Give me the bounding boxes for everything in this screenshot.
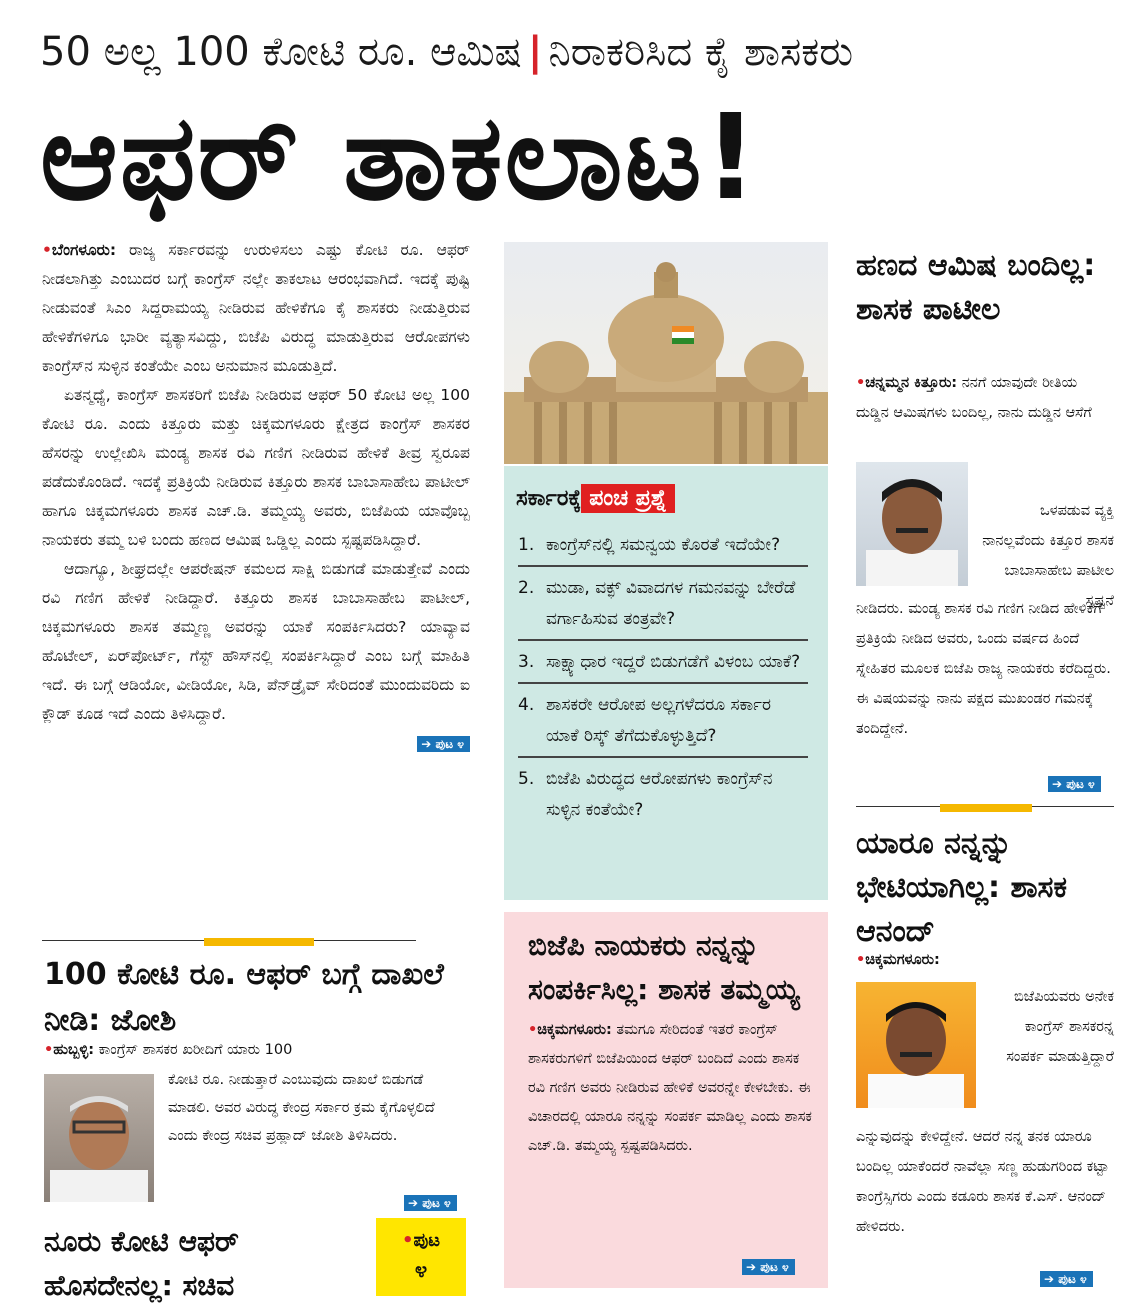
main-story-para1-text: ರಾಜ್ಯ ಸರ್ಕಾರವನ್ನು ಉರುಳಿಸಲು ಎಷ್ಟು ಕೋಟಿ ರೂ. ಆಫರ್ ನೀಡಲಾಗಿತ್ತು ಎಂಬುದರ ಬಗ್ಗೆ ಕಾಂಗ್ರೆಸ್ ನಲ್ಲೇ ತಾಕಲಾಟ ಆರಂಭವಾಗಿದೆ. ಇದಕ್ಕೆ ಪುಷ್ಟಿ ನೀಡುವಂತೆ ಸಿಎಂ ಸಿದ್ದರಾಮಯ್ಯ ನೀಡಿರುವ ಹೇಳಿಕೆಗೂ ಕೈ ಶಾಸಕರು ನೀಡುತ್ತಿರುವ ಹೇಳಿಕೆಗಳಿಗೂ ಭಾರೀ ವ್ಯತ್ಯಾಸವಿದ್ದು, ಬಿಜೆಪಿ ವಿರುದ್ಧ ಮಾಡುತ್ತಿರುವ ಆರೋಪಗಳು ಕಾಂಗ್ರೆಸ್‌ನ ಸುಳ್ಳಿನ ಕಂತೆಯೇ ಎಂಬ ಅನುಮಾನ ಮೂಡುತ್ತಿದೆ. [42,241,470,375]
patil-place: ಚನ್ನಮ್ಮನ ಕಿತ್ತೂರು: [865,375,958,391]
continue-page-link[interactable]: ➔ ಪುಟ ೪ [1048,776,1101,792]
page-reference-label [376,1218,466,1256]
tammayya-box [504,912,828,1288]
tammayya-heading: ಬಿಜೆಪಿ ನಾಯಕರು ನನ್ನನ್ನು ಸಂಪರ್ಕಿಸಿಲ್ಲ: ಶಾಸಕ ತಮ್ಮಯ್ಯ [528,929,800,1006]
patil-text-top: ನನಗೆ ಯಾವುದೇ ರೀತಿಯ ದುಡ್ಡಿನ ಆಮಿಷಗಳು ಬಂದಿಲ್ಲ, ನಾನು ದುಡ್ಡಿನ ಆಸೆಗೆ [856,375,1092,421]
question-text: ಕಾಂಗ್ರೆಸ್‌ನಲ್ಲಿ ಸಮನ್ವಯ ಕೊರತೆ ಇದೆಯೇ? [546,535,781,555]
portrait-illustration [856,982,976,1108]
page-reference-number: ೪ [414,1258,428,1283]
joshi-place: ಹುಬ್ಬಳ್ಳಿ: [53,1042,95,1058]
joshi-top-text [44,1036,472,1064]
continue-page-link[interactable]: ➔ ಪುಟ ೪ [1040,1271,1093,1287]
kicker-part2: ನಿರಾಕರಿಸಿದ ಕೈ ಶಾಸಕರು [548,29,854,75]
patil-side-text: ಒಳಪಡುವ ವ್ಯಕ್ತಿ ನಾನಲ್ಲವೆಂದು ಕಿತ್ತೂರ ಶಾಸಕ ಬಾಬಾಸಾಹೇಬ ಪಾಟೀಲ ಸ್ಪಷ್ಟನೆ [982,503,1114,609]
bullet-icon: • [856,952,866,968]
question-text: ಮುಡಾ, ವಕ್ಫ್ ವಿವಾದಗಳ ಗಮನವನ್ನು ಬೇರೆಡೆ ವರ್ಗಾಹಿಸುವ ತಂತ್ರವೇ? [546,578,796,629]
anand-place-line [856,948,1114,972]
question-text: ಬಿಜೆಪಿ ವಿರುದ್ಧದ ಆರೋಪಗಳು ಕಾಂಗ್ರೆಸ್‌ನ ಸುಳ್ಳಿನ ಕಂತೆಯೇ? [546,769,773,820]
yellow-divider [204,938,314,946]
main-story-para1 [42,236,470,381]
question-text: ಶಾಸಕರೇ ಆರೋಪ ಅಲ್ಲಗಳೆದರೂ ಸರ್ಕಾರ ಯಾಕೆ ರಿಸ್ಕ್ ತೆಗೆದುಕೊಳ್ಳುತ್ತಿದೆ? [546,695,771,746]
anand-heading: ಯಾರೂ ನನ್ನನ್ನು ಭೇಟಿಯಾಗಿಲ್ಲ: ಶಾಸಕ ಆನಂದ್ [856,826,1067,949]
joshi-side-text: ಕೋಟಿ ರೂ. ನೀಡುತ್ತಾರೆ ಎಂಬುವುದು ದಾಖಲೆ ಬಿಡುಗಡೆ ಮಾಡಲಿ. ಅವರ ವಿರುದ್ಧ ಕೇಂದ್ರ ಸರ್ಕಾರ ಕ್ರಮ ಕೈಗೊಳ್ಳಲಿದೆ ಎಂದು ಕೇಂದ್ರ ಸಚಿವ ಪ್ರಹ್ಲಾದ್ ಜೋಶಿ ತಿಳಿಸಿದರು. [168,1072,435,1144]
questions-title [504,466,828,524]
anand-continue [1040,1268,1093,1287]
joshi-heading: 100 ಕೋಟಿ ರೂ. ಆಫರ್ ಬಗ್ಗೆ ದಾಖಲೆ ನೀಡಿ: ಜೋಶಿ [44,957,444,1038]
bullet-icon: • [402,1230,414,1251]
patil-photo [856,462,968,586]
question-item [518,641,808,684]
question-number: 2. [518,578,535,598]
tammayya-text [504,1012,828,1161]
bullet-icon: • [42,241,52,259]
tammayya-place: ಚಿಕ್ಕಮಗಳೂರು: [537,1022,612,1038]
question-text: ಸಾಕ್ಷ್ಯಾಧಾರ ಇದ್ದರೆ ಬಿಡುಗಡೆಗೆ ವಿಳಂಬ ಯಾಕೆ? [546,652,801,672]
portrait-illustration [44,1074,154,1202]
yellow-divider [940,804,1032,812]
question-item [518,524,808,567]
question-item [518,758,808,830]
page-reference-text: ಪುಟ [413,1230,440,1251]
question-item [518,684,808,758]
kicker-line [40,26,1120,78]
portrait-illustration [856,462,968,586]
continue-page-link[interactable]: ➔ ಪುಟ ೪ [417,736,470,752]
questions-title-highlight: ಪಂಚ ಪ್ರಶ್ನೆ [581,484,675,513]
kicker-separator: | [527,29,543,75]
patil-continue [1048,773,1101,792]
main-story-para3: ಆದಾಗ್ಯೂ, ಶೀಘ್ರದಲ್ಲೇ ಆಪರೇಷನ್ ಕಮಲದ ಸಾಕ್ಷಿ ಬಿಡುಗಡೆ ಮಾಡುತ್ತೇವೆ ಎಂದು ರವಿ ಗಣಿಗ ಹೇಳಿಕೆ ನೀಡಿದ್ದಾರೆ. ಕಿತ್ತೂರು ಶಾಸಕ ಬಾಬಾಸಾಹೇಬ ಪಾಟೀಲ್, ಚಿಕ್ಕಮಗಳೂರು ಶಾಸಕ ತಮ್ಮಣ್ಣ ಅವರನ್ನು ಯಾಕೆ ಸಂಪರ್ಕಿಸಿದರು? ಯಾವ್ಯಾವ ಹೊಟೇಲ್, ಏರ್‌ಪೋರ್ಟ್, ಗೆಸ್ಟ್ ಹೌಸ್‌ನಲ್ಲಿ ಸಂಪರ್ಕಿಸಿದ್ದಾರೆ ಎಂಬ ಬಗ್ಗೆ ಮಾಹಿತಿ ಇದೆ. ಈ ಬಗ್ಗೆ ಆಡಿಯೋ, ವೀಡಿಯೋ, ಸಿಡಿ, ಪೆನ್‌ಡ್ರೈವ್ ಸೇರಿದಂತೆ ಮುಂದುವರಿದು ಐ ಕ್ಲೌಡ್ ಕೂಡ ಇದೆ ಎಂದು ತಿಳಿಸಿದ್ದಾರೆ. [42,560,470,723]
questions-title-plain: ಸರ್ಕಾರಕ್ಕೆ [516,486,582,511]
bullet-icon: • [856,375,866,391]
main-story-place: ಬೆಂಗಳೂರು: [51,241,117,259]
patil-text-bottom: ನೀಡಿದರು. ಮಂಡ್ಯ ಶಾಸಕ ರವಿ ಗಣಿಗ ನೀಡಿದ ಹೇಳಿಕೆಗೆ ಪ್ರತಿಕ್ರಿಯೆ ನೀಡಿದ ಅವರು, ಒಂದು ವರ್ಷದ ಹಿಂದೆ ಸ್ನೇಹಿತರ ಮೂಲಕ ಬಿಜೆಪಿ ರಾಜ್ಯ ನಾಯಕರು ಕರೆದಿದ್ದರು. ಈ ವಿಷಯವನ್ನು ನಾನು ಪಕ್ಷದ ಮುಖಂಡರ ಗಮನಕ್ಕೆ ತಂದಿದ್ದೇನೆ. [856,601,1111,737]
main-story-continue [42,729,470,758]
questions-list [504,524,828,830]
tammayya-body: ತಮಗೂ ಸೇರಿದಂತೆ ಇತರೆ ಕಾಂಗ್ರೆಸ್ ಶಾಸಕರುಗಳಿಗೆ ಬಿಜೆಪಿಯಿಂದ ಆಫರ್ ಬಂದಿದೆ ಎಂದು ಶಾಸಕ ರವಿ ಗಣಿಗ ಅವರು ನೀಡಿರುವ ಹೇಳಿಕೆ ಅವರನ್ನೇ ಕೇಳಬೇಕು. ಈ ವಿಚಾರದಲ್ಲಿ ಯಾರೂ ನನ್ನನ್ನು ಸಂಪರ್ಕ ಮಾಡಿಲ್ಲ ಎಂದು ಶಾಸಕ ಎಚ್.ಡಿ. ತಮ್ಮಯ್ಯ ಸ್ಪಷ್ಟಪಡಿಸಿದರು. [528,1022,812,1154]
anand-photo [856,982,976,1108]
joshi-photo [44,1074,154,1202]
questions-box [504,466,828,900]
anand-place: ಚಿಕ್ಕಮಗಳೂರು: [865,952,940,968]
tammayya-continue [742,1256,795,1275]
main-story-para2: ಏತನ್ಮಧ್ಯೆ, ಕಾಂಗ್ರೆಸ್ ಶಾಸಕರಿಗೆ ಬಿಜೆಪಿ ನೀಡಿರುವ ಆಫರ್ 50 ಕೋಟಿ ಅಲ್ಲ 100 ಕೋಟಿ ರೂ. ಎಂದು ಕಿತ್ತೂರು ಮತ್ತು ಚಿಕ್ಕಮಗಳೂರು ಕ್ಷೇತ್ರದ ಕಾಂಗ್ರೆಸ್ ಶಾಸಕರ ಹೆಸರನ್ನು ಉಲ್ಲೇಖಿಸಿ ಮಂಡ್ಯ ಶಾಸಕ ರವಿ ಗಣಿಗ ನೀಡಿರುವ ಹೇಳಿಕೆ ತೀವ್ರ ಸ್ವರೂಪ ಪಡೆದುಕೊಂಡಿದೆ. ಇದಕ್ಕೆ ಪ್ರತಿಕ್ರಿಯೆ ನೀಡಿರುವ ಕಿತ್ತೂರು ಶಾಸಕ ಬಾಬಾಸಾಹೇಬ ಪಾಟೀಲ್ ಹಾಗೂ ಚಿಕ್ಕಮಗಳೂರು ಶಾಸಕ ಎಚ್.ಡಿ. ತಮ್ಮಯ್ಯ ಅವರು, ಬಿಜೆಪಿಯ ಯಾವೊಬ್ಬ ನಾಯಕರು ತಮ್ಮ ಬಳಿ ಬಂದು ಹಣದ ಆಮಿಷ ಒಡ್ಡಿಲ್ಲ ಎಂದು ಸ್ಪಷ್ಟಪಡಿಸಿದ್ದಾರೆ. [42,386,470,549]
patil-bottom-text [856,594,1114,744]
anand-side-text: ಬಿಜೆಪಿಯವರು ಅನೇಕ ಕಾಂಗ್ರೆಸ್ ಶಾಸಕರನ್ನ ಸಂಪರ್ಕ ಮಾಡುತ್ತಿದ್ದಾರೆ [1006,989,1114,1065]
question-number: 4. [518,695,535,715]
continue-page-link[interactable]: ➔ ಪುಟ ೪ [742,1259,795,1275]
bullet-icon: • [44,1042,54,1058]
question-number: 5. [518,769,535,789]
main-story [42,236,470,926]
bullet-icon: • [528,1022,538,1038]
vidhana-soudha-photo [504,242,828,464]
patil-top-text [856,368,1114,428]
anand-bottom-text: ಎನ್ನುವುದನ್ನು ಕೇಳಿದ್ದೇನೆ. ಆದರೆ ನನ್ನ ತನಕ ಯಾರೂ ಬಂದಿಲ್ಲ ಯಾಕೆಂದರೆ ನಾವೆಲ್ಲಾ ಸಣ್ಣ ಹುಡುಗರಿಂದ ಕಟ್ಟಾ ಕಾಂಗ್ರೆಸ್ಸಿಗರು ಎಂದು ಕಡೂರು ಶಾಸಕ ಕೆ.ಎಸ್. ಆನಂದ್ ಹೇಳಿದರು. [856,1129,1109,1235]
joshi-text-top: ಕಾಂಗ್ರೆಸ್ ಶಾಸಕರ ಖರೀದಿಗೆ ಯಾರು 100 [98,1042,293,1058]
joshi-continue [404,1192,457,1211]
main-headline: ಆಫರ್ ತಾಕಲಾಟ! [40,88,760,226]
page-reference-box[interactable] [376,1218,466,1296]
kicker-part1: 50 ಅಲ್ಲ 100 ಕೋಟಿ ರೂ. ಆಮಿಷ [40,29,522,75]
bottom-story-heading: ನೂರು ಕೋಟಿ ಆಫರ್ ಹೊಸದೇನಲ್ಲ: ಸಚಿವ [44,1225,239,1302]
continue-page-link[interactable]: ➔ ಪುಟ ೪ [404,1195,457,1211]
building-illustration [504,242,828,464]
patil-heading: ಹಣದ ಆಮಿಷ ಬಂದಿಲ್ಲ: ಶಾಸಕ ಪಾಟೀಲ [856,248,1096,327]
question-number: 1. [518,535,535,555]
question-item [518,567,808,641]
question-number: 3. [518,652,535,672]
